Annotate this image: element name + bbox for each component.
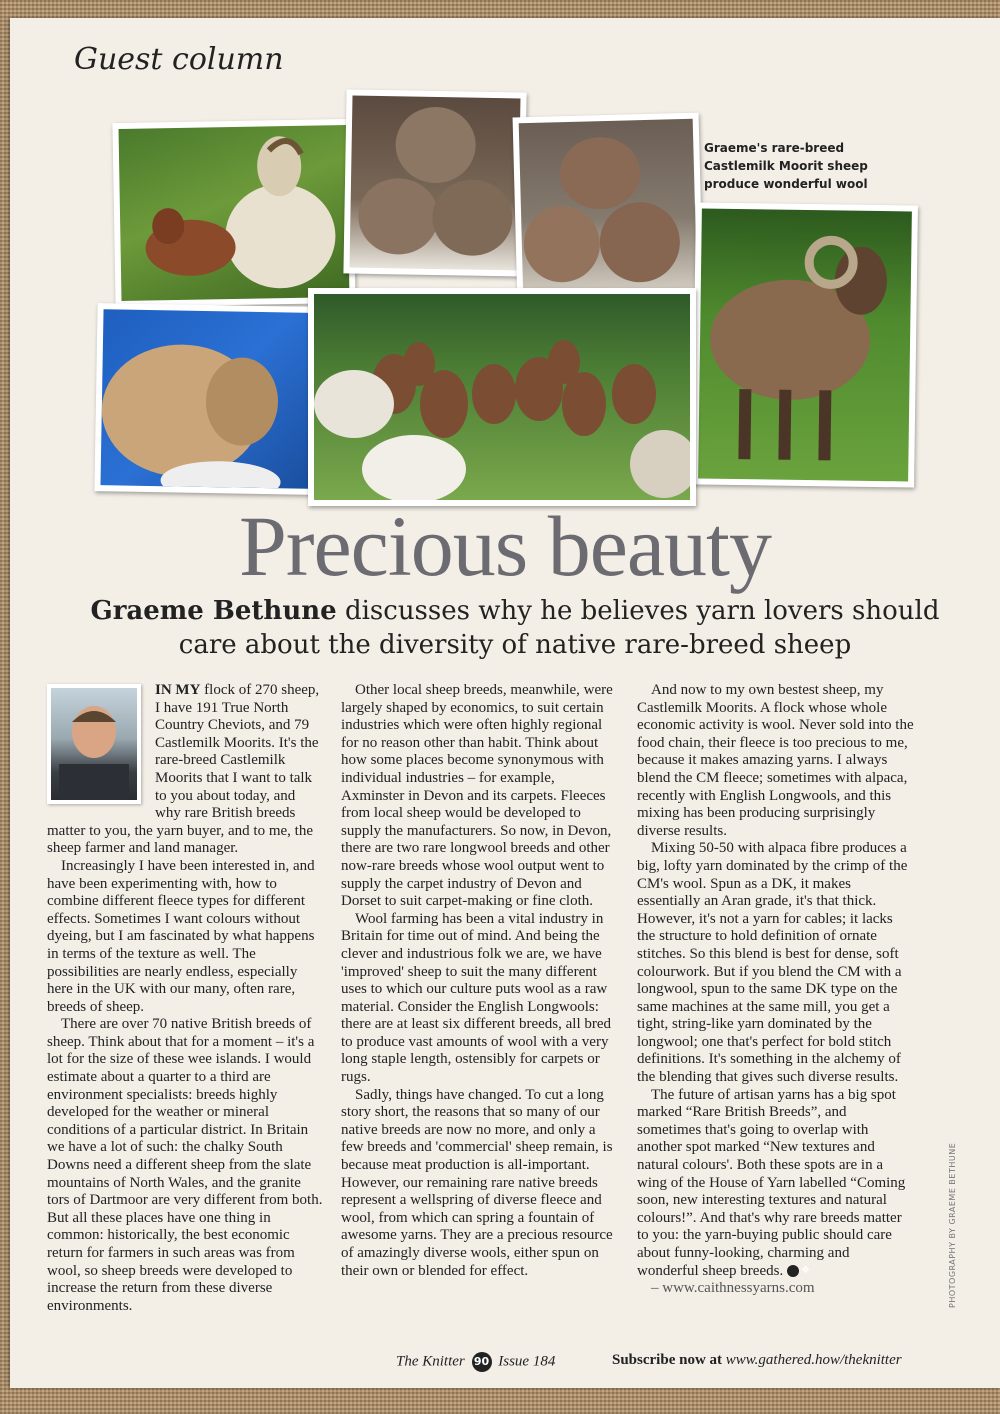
photo-yarn-balls-2 <box>513 113 704 308</box>
photo-sheep-head <box>94 303 317 495</box>
column-1 <box>47 682 324 1315</box>
magazine-page <box>10 18 1000 1388</box>
author-photo <box>47 684 141 804</box>
standfirst <box>90 594 940 662</box>
subscribe-url[interactable]: www.gathered.how/theknitter <box>725 1352 902 1368</box>
photo-credit: PHOTOGRAPHY BY GRAEME BETHUNE <box>948 1142 957 1308</box>
magazine-name: The Knitter <box>396 1353 465 1370</box>
headline: Precious beauty <box>239 498 771 594</box>
issue-number: Issue 184 <box>498 1353 556 1370</box>
paragraph: IN MY flock of 270 sheep, I have 191 True North Country Cheviots, and 79 Castlemilk Moorits. It's the rare-breed Castlemilk Moorits that I want to talk to you about today, and why rare British breeds matter to you, the yarn buyer, and to me, the sheep farmer and land manager. <box>47 682 320 857</box>
photo-lamb-and-ewe <box>112 119 355 307</box>
section-title: Guest column <box>74 42 284 77</box>
column-2 <box>341 682 618 1280</box>
subscribe-label: Subscribe now at <box>612 1352 726 1368</box>
photo-flock <box>308 288 696 506</box>
paragraph: The future of artisan yarns has a big spot marked “Rare British Breeds”, and sometimes that's going to overlap with another spot marked “New textures and natural colours'. Both these spots are in a wing of the House of Yarn labelled “Coming soon, new interesting textures and natural colours!”. And that's why rare breeds matter to you: the yarn-buying public should care about funny-looking, charming and wonderful sheep breeds. ❖ <box>637 1086 906 1279</box>
website-link[interactable]: – www.caithnessyarns.com <box>651 1280 815 1297</box>
end-mark-icon: ❖ <box>787 1265 799 1277</box>
photo-caption: Graeme's rare-breed Castlemilk Moorit sheep produce wonderful wool <box>704 141 868 191</box>
paragraph: There are over 70 native British breeds of sheep. Think about that for a moment – it's a lot for the size of these wee islands. I would estimate about a quarter to a third are environment specialists: breeds highly developed for the weather or mineral conditions of a particular district. In Britain we have a lot of such: the chalky South Downs need a different sheep from the slate mountains of North Wales, and the granite tors of Dartmoor are very different from both. But all these places have one thing in common: historically, the best economic return for farmers in such areas was from wool, so sheep breeds were developed to increase the return from these diverse environments. <box>47 1016 323 1314</box>
footer-magazine <box>396 1352 555 1372</box>
photo-yarn-balls-1 <box>343 89 526 276</box>
standfirst-text: discusses why he believes yarn lovers should care about the diversity of native rare-breed sheep <box>178 596 940 660</box>
paragraph: Sadly, things have changed. To cut a long story short, the reasons that so many of our native breeds are now no more, and only a few breeds and 'commercial' sheep remain, is because meat production is all-important. However, our remaining rare native breeds represent a wellspring of diverse fleece and wool, from which can spring a fountain of awesome yarns. They are a precious resource of amazingly diverse wools, either spun on their own or blended for effect. <box>341 1086 613 1279</box>
paragraph: Increasingly I have been interested in, and have been experimenting with, how to combine different fleece types for different effects. Sometimes I want colours without dyeing, but I am fascinated by what happens in terms of the texture as well. The possibilities are nearly endless, especially here in the UK with our many, often rare, breeds of sheep. <box>47 857 315 1015</box>
paragraph: Mixing 50-50 with alpaca fibre produces a big, lofty yarn dominated by the crimp of the CM's wool. Spun as a DK, it makes essentially an Aran grade, it's that thick. However, it's not a yarn for cables; it lacks the structure to hold definition of ornate stitches. So this blend is best for dense, soft colourwork. But if you blend the CM with a longwool, spun to the same DK type on the same machines at the same mill, you get a tight, string-like yarn dominated by the longwool; one that's perfect for bold stitch definitions. It's something in the alchemy of the blending that gives such diverse results. <box>637 840 908 1086</box>
paragraph: And now to my own bestest sheep, my Castlemilk Moorits. A flock whose whole economic activity is wool. Never sold into the food chain, their fleece is too precious to me, because it makes amazing yarns. I always blend the CM fleece; sometimes with alpaca, recently with English Longwools, and this mixing has been producing surprisingly diverse results. <box>637 682 914 839</box>
paragraph: Wool farming has been a vital industry in Britain for time out of mind. And being the clever and industrious folk we are, we have 'improved' sheep to suit the many different uses to which our culture puts wool as a raw material. Consider the English Longwools: there are at least six different breeds, all bred to produce vast amounts of wool with a very long staple length, ostensibly for carpets or rugs. <box>341 910 612 1086</box>
page-number: 90 <box>472 1352 492 1372</box>
photo-ram <box>692 202 918 487</box>
column-3 <box>637 682 914 1298</box>
footer-subscribe <box>612 1352 902 1369</box>
lead-in: IN MY <box>155 682 201 698</box>
author-name: Graeme Bethune <box>90 596 337 626</box>
paragraph: Other local sheep breeds, meanwhile, were largely shaped by economics, to suit certain industries which were often highly regional for no reason other than habit. Think about how some places become synonymous with individual industries – for example, Axminster in Devon and its carpets. Fleeces from local sheep would be developed to supply the manufacturers. So now, in Devon, there are two rare longwool breeds and other now-rare breeds whose wool output went to supply the carpet industry of Devon and Dorset to suit carpet-making or fine cloth. <box>341 682 613 910</box>
